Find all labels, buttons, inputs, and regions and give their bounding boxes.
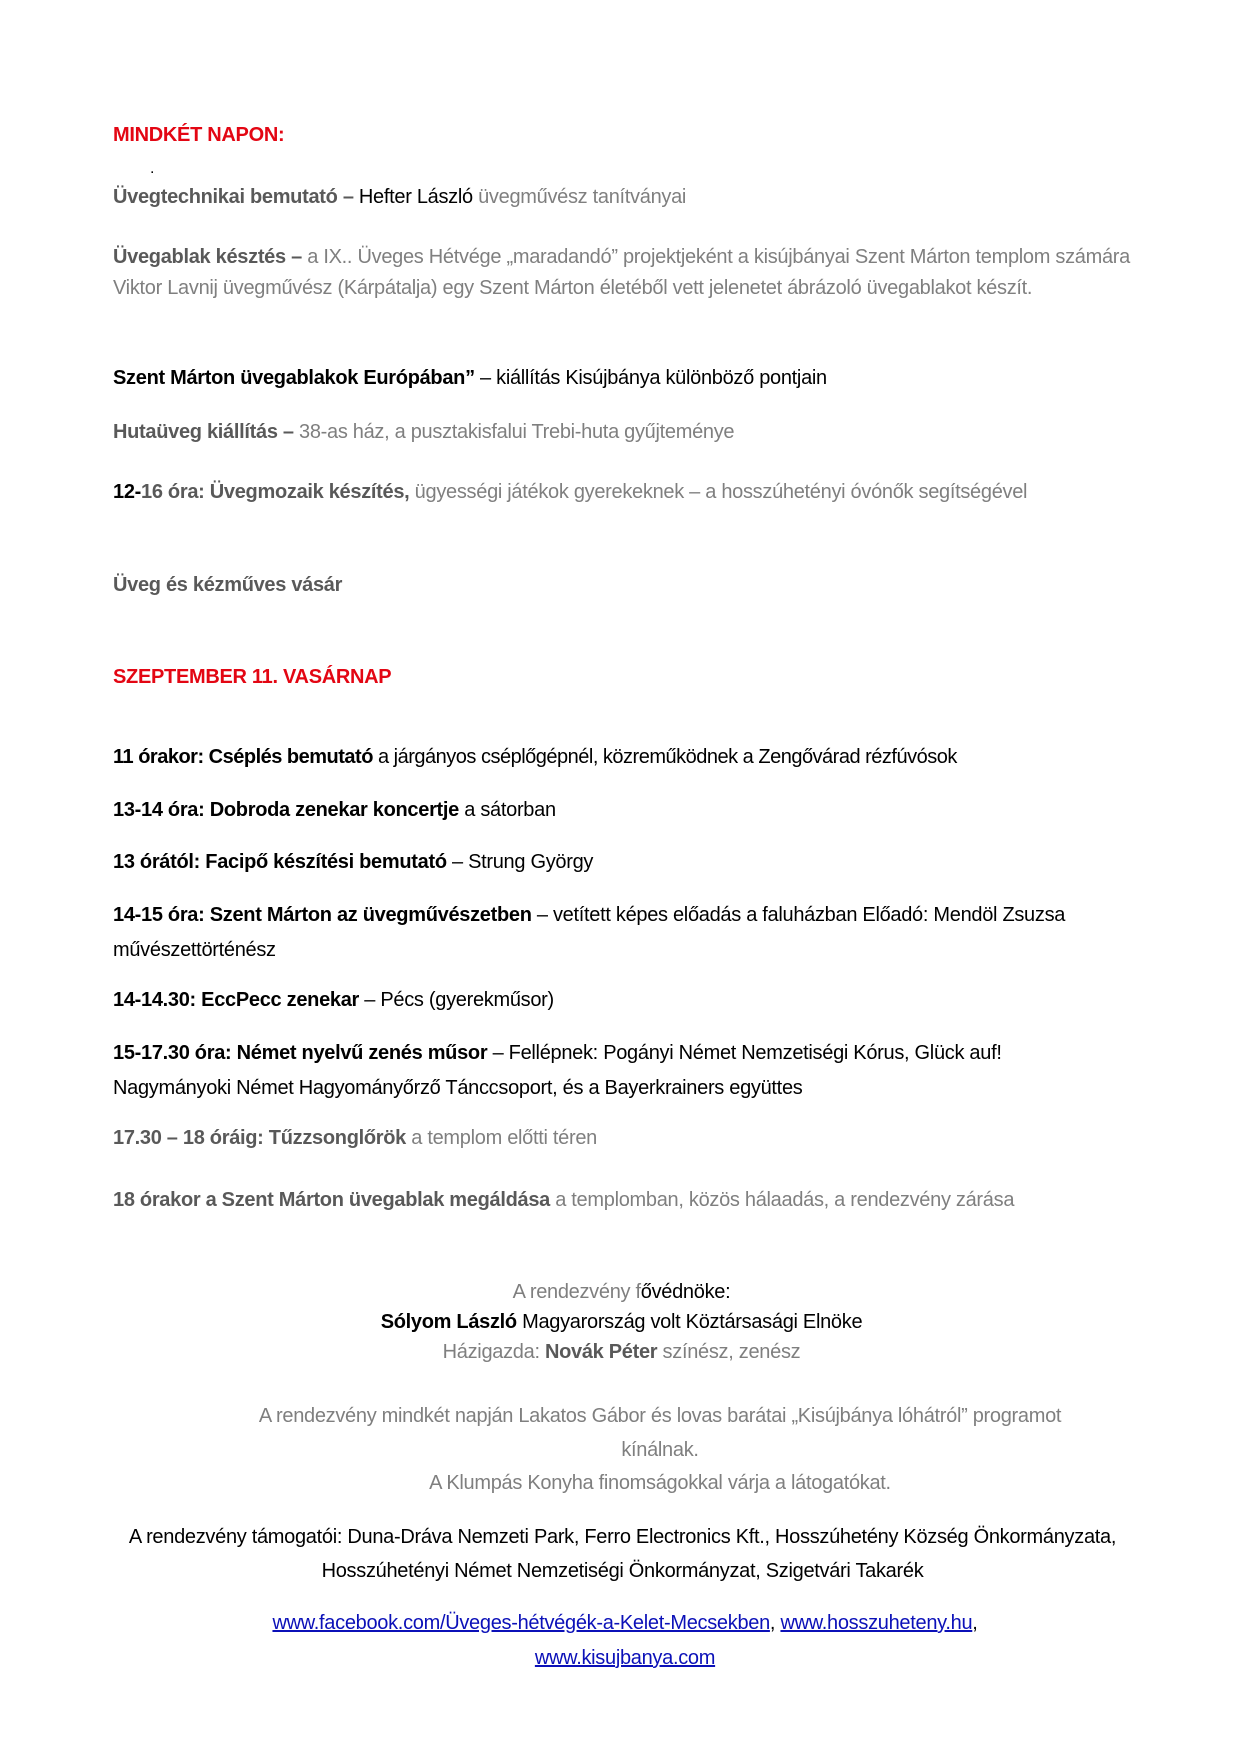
item-blessing <box>113 1185 1130 1215</box>
text-segment: Üveg és kézműves vásár <box>113 574 343 596</box>
text-segment: 11 órakor: Cséplés bemutató <box>113 746 373 768</box>
item-dobroda <box>113 795 1130 826</box>
text-segment: ővédnöke: <box>640 1281 731 1303</box>
patron-name <box>113 1307 1130 1337</box>
text-segment: Üvegablak késztés – <box>113 246 308 268</box>
text-segment: 17.30 – 18 óráig: Tűzzsonglőrök <box>113 1127 407 1149</box>
text-segment: A rendezvény mindkét napján Lakatos Gábor és lovas barátai „Kisújbánya lóhátról” programot kínálnak. <box>258 1405 1062 1461</box>
text-segment: 15-17.30 óra: Német nyelvű zenés műsor <box>113 1042 488 1064</box>
text-segment: 38-as ház, a pusztakisfalui Trebi-huta gyűjteménye <box>299 421 735 443</box>
sponsors <box>120 1520 1125 1588</box>
text-segment: a IX.. Üveges Hétvége „maradandó” projektjeként a kisújbányai Szent Márton templom számára Viktor Lavnij üvegművész (Kárpátalja) egy Szent Márton életéből vett jelenetet ábrázoló üvegablakot készít. <box>113 246 1130 299</box>
facebook-link[interactable]: www.facebook.com/Üveges-hétvégék-a-Kelet-Mecsekben <box>272 1612 770 1634</box>
text-segment: színész, zenész <box>657 1341 801 1363</box>
item-huta-exhibition <box>113 417 1130 448</box>
text-segment: Üvegtechnikai bemutató – <box>113 186 359 208</box>
text-segment: a sátorban <box>459 799 556 821</box>
heading-sunday: SZEPTEMBER 11. VASÁRNAP <box>113 666 392 688</box>
text-segment: 14-14.30: EccPecc zenekar <box>113 989 360 1011</box>
links-block <box>200 1606 1050 1676</box>
host-line <box>113 1337 1130 1367</box>
item-clog <box>113 847 1130 878</box>
item-threshing <box>113 742 1130 773</box>
text-segment: 16 óra: Üvegmozaik készítés, <box>141 481 410 503</box>
item-lecture <box>113 898 1073 968</box>
text-segment: 14-15 óra: Szent Márton az üvegművészetben <box>113 904 532 926</box>
text-segment: Magyarország volt Köztársasági Elnöke <box>516 1311 863 1333</box>
link-separator: , <box>972 1612 978 1634</box>
item-exhibition-europe <box>113 363 1130 394</box>
item-glass-demo <box>113 182 1130 213</box>
text-segment: Hefter László <box>358 186 473 208</box>
item-mosaic <box>113 477 1130 507</box>
text-segment: Novák Péter <box>544 1341 658 1363</box>
link-separator: , <box>769 1612 776 1634</box>
text-segment: – Pécs (gyerekműsor) <box>359 989 554 1011</box>
kisujbanya-link[interactable]: www.kisujbanya.com <box>534 1647 716 1669</box>
text-segment: Házigazda: <box>442 1341 545 1363</box>
text-segment: a járgányos cséplőgépnél, közreműködnek a Zengővárad rézfúvósok <box>372 746 957 768</box>
item-eccpecc <box>113 985 1130 1016</box>
text-segment: – kiállítás Kisújbánya különböző pontjain <box>480 367 827 389</box>
item-german-music <box>113 1036 1103 1106</box>
item-glass-window <box>113 242 1130 303</box>
text-segment: – vetített képes előadás a faluházban Előadó: Mendöl Zsuzsa művészettörténész <box>113 904 1066 961</box>
text-segment: Szent Márton üvegablakok Európában” <box>113 367 481 389</box>
item-fair <box>113 570 1130 601</box>
kitchen-note <box>230 1468 1090 1499</box>
item-fire-jugglers <box>113 1123 1130 1154</box>
text-segment: – Strung György <box>446 851 594 873</box>
text-segment: Hutaüveg kiállítás – <box>113 421 299 443</box>
text-segment: 18 órakor a Szent Márton üvegablak megáldása <box>113 1189 550 1211</box>
text-segment: 12- <box>113 481 142 503</box>
text-segment: 13-14 óra: Dobroda zenekar koncertje <box>113 799 459 821</box>
bullet-dot: . <box>150 160 155 177</box>
text-segment: ügyességi játékok gyerekeknek – a hosszúhetényi óvónők segítségével <box>409 481 1028 503</box>
text-segment: – Fellépnek: Pogányi Német Nemzetiségi Kórus, Glück auf! Nagymányoki Német Hagyományőrző Tánccsoport, és a Bayerkrainers együttes <box>113 1042 1002 1099</box>
hosszuheteny-link[interactable]: www.hosszuheteny.hu <box>780 1612 973 1634</box>
horse-program <box>230 1399 1090 1467</box>
text-segment: Sólyom László <box>380 1311 517 1333</box>
text-segment: 13 órától: Facipő készítési bemutató <box>113 851 447 873</box>
text-segment: a templomban, közös hálaadás, a rendezvény zárása <box>549 1189 1015 1211</box>
heading-both-days: MINDKÉT NAPON: <box>113 124 285 146</box>
patron-line <box>113 1277 1130 1307</box>
text-segment: A Klumpás Konyha finomságokkal várja a látogatókat. <box>429 1472 891 1494</box>
text-segment: a templom előtti téren <box>406 1127 597 1149</box>
text-segment: A rendezvény támogatói: Duna-Dráva Nemzeti Park, Ferro Electronics Kft., Hosszúhetény Község Önkormányzata, Hosszúhetényi Német Nemzetiségi Önkormányzat, Szigetvári Takarék <box>128 1526 1117 1582</box>
text-segment: A rendezvény f <box>512 1281 641 1303</box>
text-segment: üvegművész tanítványai <box>472 186 687 208</box>
